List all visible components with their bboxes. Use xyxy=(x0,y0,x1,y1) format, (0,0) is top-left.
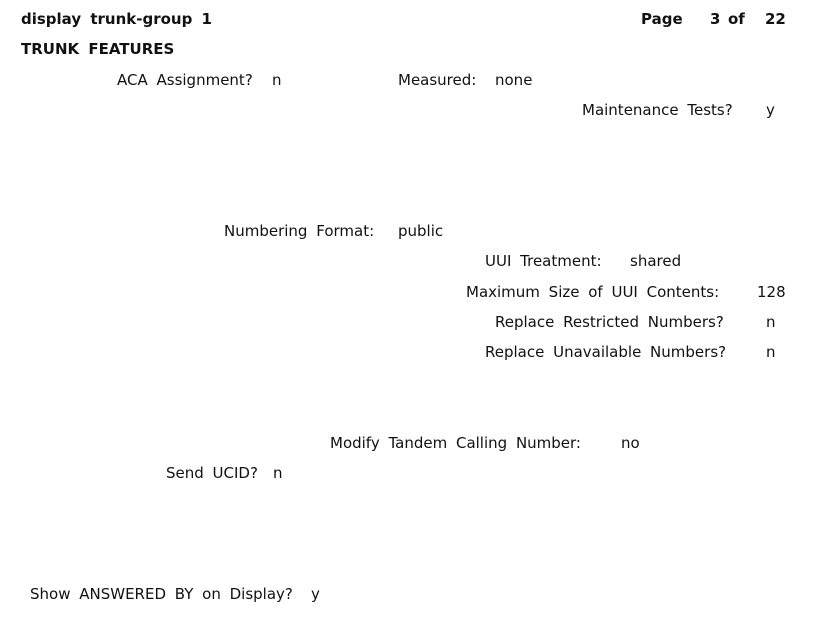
maintenance-tests-label: Maintenance Tests? xyxy=(582,101,733,119)
uui-treatment-label: UUI Treatment: xyxy=(485,252,602,270)
section-title: TRUNK FEATURES xyxy=(21,40,175,58)
page-current: 3 xyxy=(710,10,721,28)
numbering-format-field[interactable]: public xyxy=(398,222,444,240)
max-uui-contents-label: Maximum Size of UUI Contents: xyxy=(466,283,720,301)
replace-restricted-field[interactable]: n xyxy=(766,313,776,331)
measured-field[interactable]: none xyxy=(495,71,533,89)
measured-label: Measured: xyxy=(398,71,477,89)
show-answered-by-label: Show ANSWERED BY on Display? xyxy=(30,585,293,603)
page-of-label: of xyxy=(728,10,745,28)
send-ucid-field[interactable]: n xyxy=(273,464,283,482)
maintenance-tests-field[interactable]: y xyxy=(766,101,775,119)
aca-assignment-label: ACA Assignment? xyxy=(117,71,253,89)
max-uui-contents-field[interactable]: 128 xyxy=(757,283,786,301)
modify-tandem-field[interactable]: no xyxy=(621,434,640,452)
send-ucid-label: Send UCID? xyxy=(166,464,258,482)
command-title: display trunk-group 1 xyxy=(21,10,212,28)
modify-tandem-label: Modify Tandem Calling Number: xyxy=(330,434,581,452)
aca-assignment-field[interactable]: n xyxy=(272,71,282,89)
show-answered-by-field[interactable]: y xyxy=(311,585,320,603)
replace-restricted-label: Replace Restricted Numbers? xyxy=(495,313,724,331)
page-label: Page xyxy=(641,10,683,28)
numbering-format-label: Numbering Format: xyxy=(224,222,375,240)
uui-treatment-field[interactable]: shared xyxy=(630,252,682,270)
replace-unavailable-field[interactable]: n xyxy=(766,343,776,361)
replace-unavailable-label: Replace Unavailable Numbers? xyxy=(485,343,727,361)
page-total: 22 xyxy=(765,10,786,28)
